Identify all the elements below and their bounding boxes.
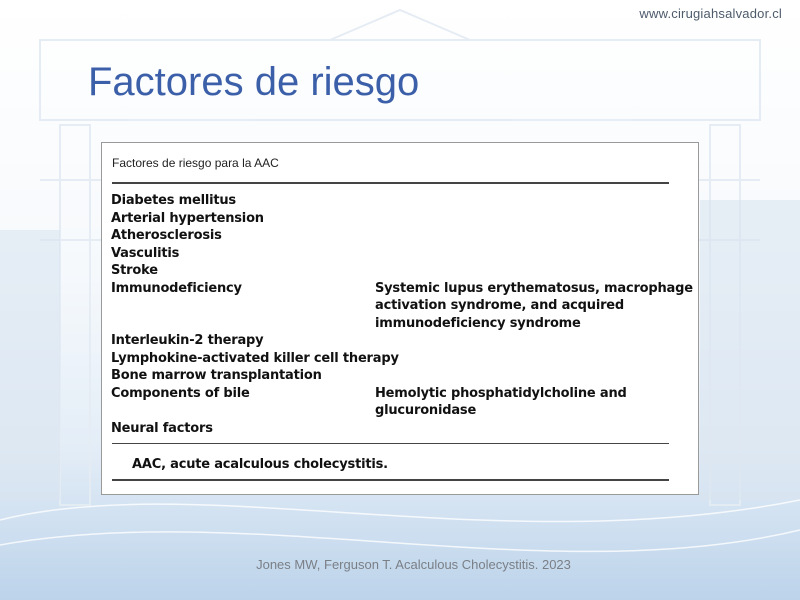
risk-factor: Immunodeficiency <box>111 280 242 296</box>
risk-factor: Interleukin-2 therapy <box>111 333 264 348</box>
risk-factor-note: activation syndrome, and acquired <box>375 298 625 313</box>
risk-factor: Neural factors <box>111 420 213 436</box>
risk-factor: Vasculitis <box>111 245 180 261</box>
table-caption: Factores de riesgo para la AAC <box>112 156 279 170</box>
slide-title: Factores de riesgo <box>88 60 420 104</box>
risk-factor-note: Systemic lupus erythematosus, macrophage <box>375 280 693 296</box>
risk-factor-note: Hemolytic phosphatidylcholine and <box>375 385 627 401</box>
risk-factor: Stroke <box>111 263 158 278</box>
risk-factor: Arterial hypertension <box>111 210 264 226</box>
table-top-rule <box>112 182 669 184</box>
risk-factor: Bone marrow transplantation <box>111 368 322 383</box>
risk-factors-table <box>101 142 699 495</box>
table-footnote: AAC, acute acalculous cholecystitis. <box>132 457 388 472</box>
risk-factor: Atherosclerosis <box>111 228 222 243</box>
risk-factor: Diabetes mellitus <box>111 193 236 208</box>
risk-factor: Lymphokine-activated killer cell therapy <box>111 350 399 366</box>
citation-text: Jones MW, Ferguson T. Acalculous Cholecystitis. 2023 <box>256 557 571 572</box>
table-middle-rule <box>112 443 669 444</box>
table-bottom-rule <box>112 479 669 481</box>
citation <box>0 556 800 574</box>
risk-factor-note: glucuronidase <box>375 403 477 418</box>
risk-factor: Components of bile <box>111 385 250 401</box>
site-url: www.cirugiahsalvador.cl <box>639 6 782 21</box>
risk-factor-note: immunodeficiency syndrome <box>375 315 581 331</box>
